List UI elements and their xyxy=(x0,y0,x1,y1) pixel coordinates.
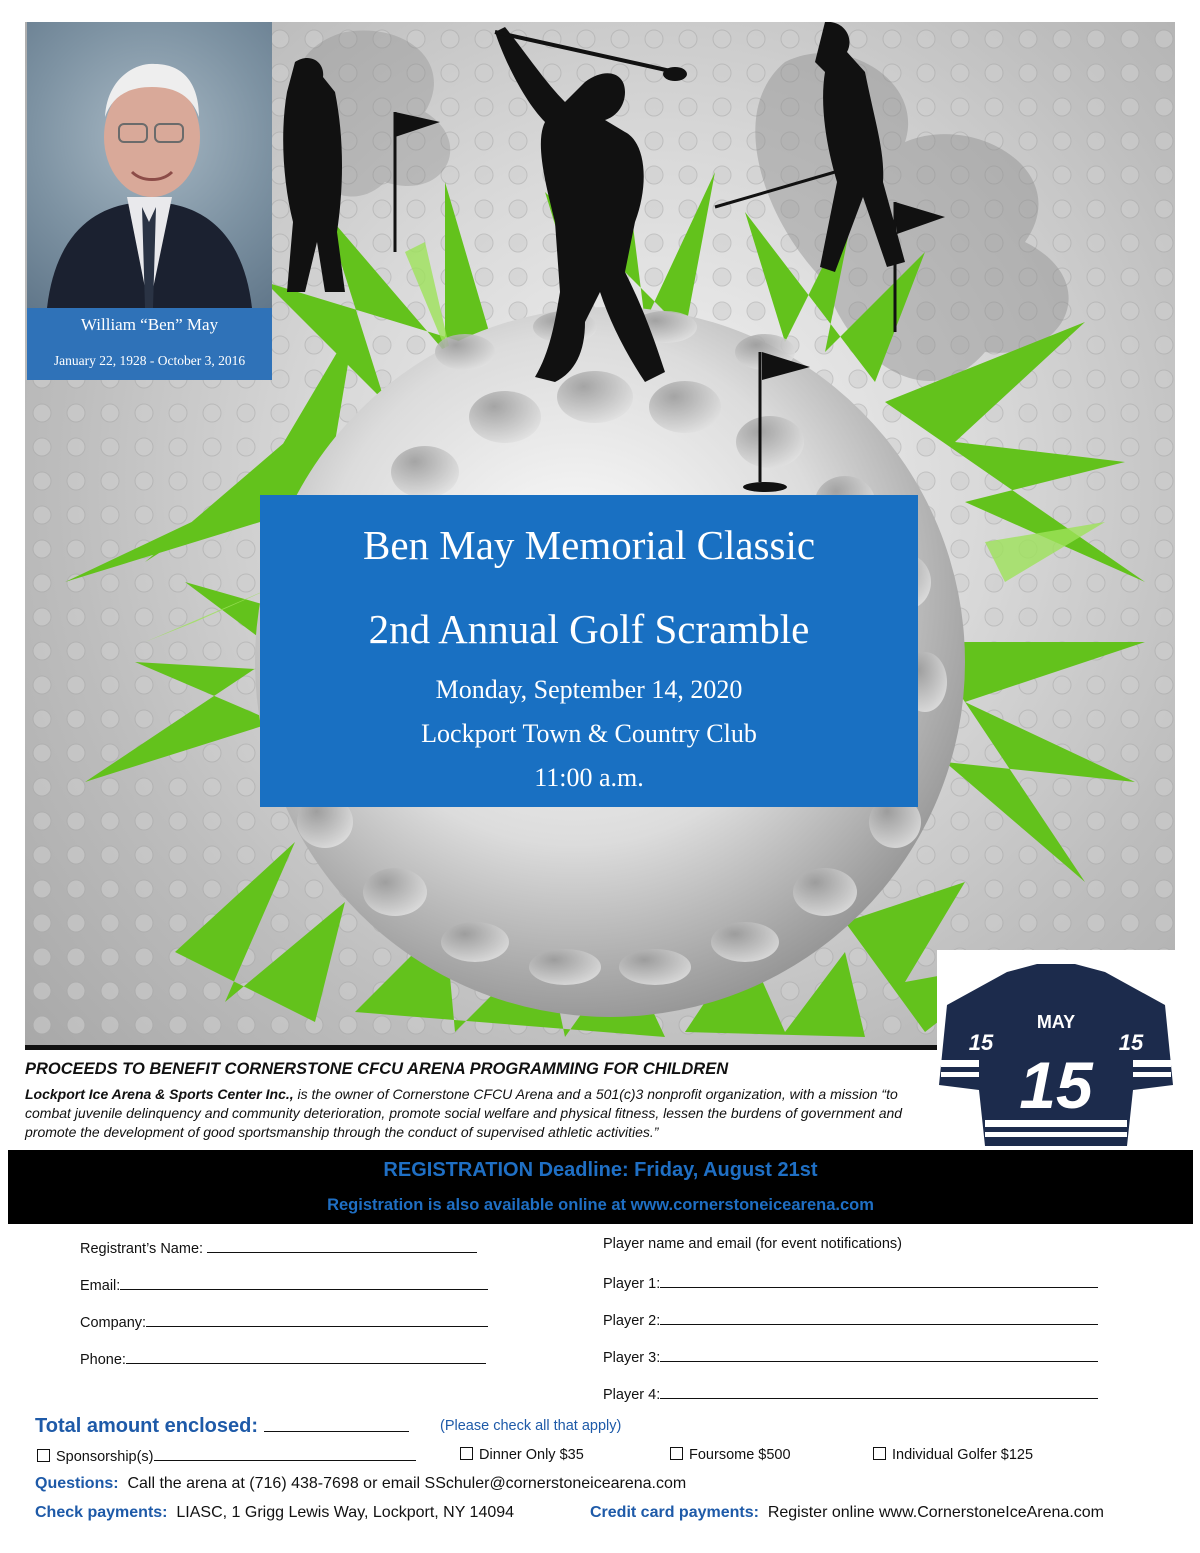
jersey-number: 15 xyxy=(1019,1048,1093,1122)
jersey-sleeve-number-left: 15 xyxy=(968,1030,994,1055)
card-payments-line: Credit card payments: Register online www.CornerstoneIceArena.com xyxy=(590,1504,1104,1521)
player-3-field[interactable]: Player 3: xyxy=(603,1347,1098,1366)
check-payments-line: Check payments: LIASC, 1 Grigg Lewis Way, Lockport, NY 14094 xyxy=(35,1504,515,1521)
checkbox-icon[interactable] xyxy=(37,1449,50,1462)
jersey-name: MAY xyxy=(1036,1012,1076,1032)
registration-deadline: REGISTRATION Deadline: Friday, August 21st xyxy=(383,1159,818,1181)
option-foursome[interactable]: Foursome $500 xyxy=(670,1447,791,1463)
checkbox-icon[interactable] xyxy=(670,1447,683,1460)
registration-online: Registration is also available online at www.cornerstoneicearena.com xyxy=(327,1196,874,1214)
checkbox-icon[interactable] xyxy=(873,1447,886,1460)
option-sponsorship[interactable]: Sponsorship(s) xyxy=(37,1447,416,1465)
proceeds-headline: PROCEEDS TO BENEFIT CORNERSTONE CFCU ARENA PROGRAMMING FOR CHILDREN xyxy=(25,1060,729,1078)
man-portrait-icon xyxy=(27,22,272,308)
registrant-name-field[interactable]: Registrant’s Name: xyxy=(80,1238,477,1257)
portrait-photo xyxy=(27,22,272,308)
event-date: Monday, September 14, 2020 xyxy=(435,675,743,704)
event-title-box xyxy=(260,495,918,807)
email-field[interactable]: Email: xyxy=(80,1275,488,1294)
option-dinner[interactable]: Dinner Only $35 xyxy=(460,1447,584,1463)
memorial-portrait xyxy=(27,22,272,380)
registration-banner xyxy=(8,1150,1193,1224)
mission-text: is the owner of Cornerstone CFCU Arena and a 501(c)3 nonprofit organization, with a mission “to combat juvenile delinquency and community deterioration, promote social welfare and physical fitness, lessen the burdens of government and promote the development of good sportsmanship through the conduct of supervised athletic activities.” xyxy=(25,1086,903,1140)
company-field[interactable]: Company: xyxy=(80,1312,488,1331)
questions-line: Questions: Call the arena at (716) 438-7698 or email SSchuler@cornerstoneicearena.com xyxy=(35,1475,687,1492)
event-time: 11:00 a.m. xyxy=(534,763,644,792)
players-header: Player name and email (for event notifications) xyxy=(603,1236,903,1252)
event-subtitle: 2nd Annual Golf Scramble xyxy=(368,606,810,652)
divider xyxy=(25,1045,937,1050)
jersey-icon xyxy=(937,950,1175,1150)
memorial-name: William “Ben” May xyxy=(80,315,219,334)
checkbox-icon[interactable] xyxy=(460,1447,473,1460)
org-name: Lockport Ice Arena & Sports Center Inc., xyxy=(25,1086,294,1102)
phone-field[interactable]: Phone: xyxy=(80,1349,486,1368)
memorial-dates: January 22, 1928 - October 3, 2016 xyxy=(53,353,246,368)
player-2-field[interactable]: Player 2: xyxy=(603,1310,1098,1329)
total-amount-field[interactable]: Total amount enclosed: xyxy=(35,1413,409,1438)
player-4-field[interactable]: Player 4: xyxy=(603,1384,1098,1403)
mission-statement xyxy=(25,1085,940,1142)
event-venue: Lockport Town & Country Club xyxy=(421,719,757,748)
jersey-sleeve-number-right: 15 xyxy=(1118,1030,1144,1055)
hockey-jersey xyxy=(937,950,1175,1150)
event-title: Ben May Memorial Classic xyxy=(362,522,816,568)
player-1-field[interactable]: Player 1: xyxy=(603,1273,1098,1292)
option-individual[interactable]: Individual Golfer $125 xyxy=(873,1447,1033,1463)
check-note: (Please check all that apply) xyxy=(440,1418,622,1434)
